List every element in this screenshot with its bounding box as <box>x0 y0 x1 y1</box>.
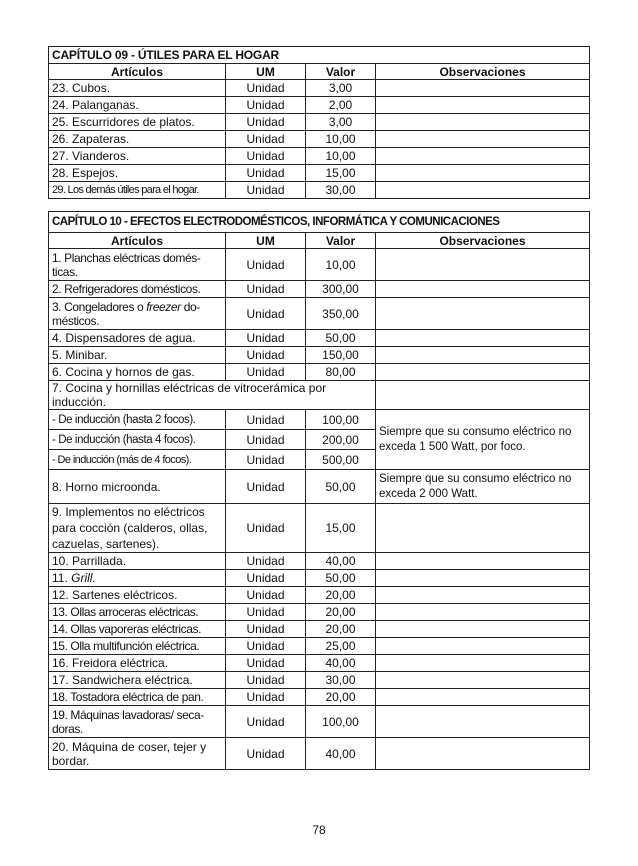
obs-cell <box>376 298 590 330</box>
value-cell: 100,00 <box>306 706 376 738</box>
value-cell: 30,00 <box>306 182 376 199</box>
value-cell: 350,00 <box>306 298 376 330</box>
um-cell: Unidad <box>226 182 306 199</box>
item-number: 11. <box>52 571 72 585</box>
table-row <box>49 655 590 672</box>
item-cell: 10. Parrillada. <box>49 553 226 570</box>
table-row <box>49 604 590 621</box>
value-cell: 20,00 <box>306 689 376 706</box>
um-cell: Unidad <box>226 347 306 364</box>
um-cell: Unidad <box>226 638 306 655</box>
obs-cell <box>376 504 590 553</box>
table-row <box>49 587 590 604</box>
chapter-09-title: CAPÍTULO 09 - ÚTILES PARA EL HOGAR <box>49 47 590 64</box>
um-cell: Unidad <box>226 80 306 97</box>
chapter-10-table <box>48 211 590 770</box>
item-cell: 25. Escurridores de platos. <box>49 114 226 131</box>
table-row <box>49 470 590 504</box>
item-cell: 26. Zapateras. <box>49 131 226 148</box>
value-cell: 40,00 <box>306 655 376 672</box>
obs-cell <box>376 604 590 621</box>
obs-cell <box>376 148 590 165</box>
table-row <box>49 689 590 706</box>
obs-cell <box>376 165 590 182</box>
obs-cell <box>376 638 590 655</box>
freezer-word: freezer <box>146 299 181 314</box>
header-observaciones: Observaciones <box>376 64 590 80</box>
item-cell: 4. Dispensadores de agua. <box>49 330 226 347</box>
chapter-10-title: CAPÍTULO 10 - EFECTOS ELECTRODOMÉSTICOS, INFORMÁTICA Y COMUNICACIONES <box>49 212 590 233</box>
item-cell: 23. Cubos. <box>49 80 226 97</box>
obs-cell <box>376 131 590 148</box>
um-cell: Unidad <box>226 450 306 470</box>
um-cell: Unidad <box>226 148 306 165</box>
um-cell: Unidad <box>226 655 306 672</box>
value-cell: 50,00 <box>306 470 376 504</box>
value-cell: 25,00 <box>306 638 376 655</box>
item-cell: 1. Planchas eléctricas domés-ticas. <box>49 249 226 281</box>
um-cell: Unidad <box>226 504 306 553</box>
table-row <box>49 364 590 381</box>
header-articulos: Artículos <box>49 64 226 80</box>
item-cell: 20. Máquina de coser, tejer y bordar. <box>49 738 226 770</box>
table-row <box>49 330 590 347</box>
chapter-09-table <box>48 46 590 199</box>
table-row <box>49 638 590 655</box>
obs-cell <box>376 347 590 364</box>
value-cell: 500,00 <box>306 450 376 470</box>
obs-cell <box>376 553 590 570</box>
um-cell: Unidad <box>226 281 306 298</box>
value-cell: 50,00 <box>306 570 376 587</box>
um-cell: Unidad <box>226 706 306 738</box>
header-valor: Valor <box>306 64 376 80</box>
value-cell: 30,00 <box>306 672 376 689</box>
item-cell <box>49 570 226 587</box>
item-cell: - De inducción (hasta 2 focos). <box>49 410 226 430</box>
obs-cell <box>376 738 590 770</box>
item-cell: 5. Minibar. <box>49 347 226 364</box>
table-row <box>49 672 590 689</box>
obs-cell <box>376 570 590 587</box>
value-cell: 50,00 <box>306 330 376 347</box>
obs-cell <box>376 672 590 689</box>
value-cell: 200,00 <box>306 430 376 450</box>
value-cell: 150,00 <box>306 347 376 364</box>
item-cell: 6. Cocina y hornos de gas. <box>49 364 226 381</box>
um-cell: Unidad <box>226 470 306 504</box>
table-row <box>49 148 590 165</box>
um-cell: Unidad <box>226 114 306 131</box>
um-cell: Unidad <box>226 364 306 381</box>
um-cell: Unidad <box>226 330 306 347</box>
item-cell: 29. Los demás útiles para el hogar. <box>49 182 226 199</box>
value-cell: 3,00 <box>306 114 376 131</box>
value-cell: 100,00 <box>306 410 376 430</box>
item-cell: - De inducción (hasta 4 focos). <box>49 430 226 450</box>
table-row <box>49 97 590 114</box>
header-articulos: Artículos <box>49 233 226 249</box>
um-cell: Unidad <box>226 689 306 706</box>
value-cell: 10,00 <box>306 249 376 281</box>
table-row <box>49 281 590 298</box>
item-cell: 8. Horno microonda. <box>49 470 226 504</box>
value-cell: 2,00 <box>306 97 376 114</box>
table-row <box>49 553 590 570</box>
value-cell: 40,00 <box>306 738 376 770</box>
grill-label: Grill. <box>71 571 96 585</box>
um-cell: Unidad <box>226 570 306 587</box>
um-cell: Unidad <box>226 298 306 330</box>
um-cell: Unidad <box>226 738 306 770</box>
obs-cell <box>376 114 590 131</box>
obs-cell <box>376 249 590 281</box>
table-row <box>49 298 590 330</box>
item-cell: 28. Espejos. <box>49 165 226 182</box>
item-cell: 3. Congeladores o freezer do-mésticos. <box>49 298 226 330</box>
value-cell: 10,00 <box>306 131 376 148</box>
induction-observation: Siempre que su consumo eléctrico no exceda 1 500 Watt, por foco. <box>376 410 590 470</box>
table-row <box>49 706 590 738</box>
table-row <box>49 249 590 281</box>
table-row <box>49 738 590 770</box>
obs-cell <box>376 621 590 638</box>
value-cell: 20,00 <box>306 604 376 621</box>
table-row <box>49 131 590 148</box>
table-row <box>49 621 590 638</box>
page-number: 78 <box>312 823 326 837</box>
microwave-observation: Siempre que su consumo eléctrico no exceda 2 000 Watt. <box>376 470 590 504</box>
um-cell: Unidad <box>226 131 306 148</box>
um-cell: Unidad <box>226 165 306 182</box>
table-row <box>49 381 590 410</box>
um-cell: Unidad <box>226 430 306 450</box>
obs-cell <box>376 587 590 604</box>
um-cell: Unidad <box>226 604 306 621</box>
table-row <box>49 165 590 182</box>
obs-cell <box>376 330 590 347</box>
value-cell: 15,00 <box>306 165 376 182</box>
item-cell: 19. Máquinas lavadoras/ seca-doras. <box>49 706 226 738</box>
um-cell: Unidad <box>226 410 306 430</box>
table-row <box>49 347 590 364</box>
um-cell: Unidad <box>226 249 306 281</box>
value-cell: 10,00 <box>306 148 376 165</box>
item-cell: 15. Olla multifunción eléctrica. <box>49 638 226 655</box>
obs-cell <box>376 381 590 410</box>
obs-cell <box>376 706 590 738</box>
value-cell: 20,00 <box>306 621 376 638</box>
header-um: UM <box>226 64 306 80</box>
obs-cell <box>376 689 590 706</box>
item-cell: 24. Palanganas. <box>49 97 226 114</box>
um-cell: Unidad <box>226 587 306 604</box>
table-row <box>49 504 590 553</box>
um-cell: Unidad <box>226 553 306 570</box>
item-cell: - De inducción (más de 4 focos). <box>49 450 226 470</box>
item-cell: 14. Ollas vaporeras eléctricas. <box>49 621 226 638</box>
value-cell: 80,00 <box>306 364 376 381</box>
header-valor: Valor <box>306 233 376 249</box>
value-cell: 20,00 <box>306 587 376 604</box>
item-cell: 18. Tostadora eléctrica de pan. <box>49 689 226 706</box>
um-cell: Unidad <box>226 621 306 638</box>
table-row <box>49 410 590 430</box>
table-row <box>49 80 590 97</box>
obs-cell <box>376 97 590 114</box>
header-observaciones: Observaciones <box>376 233 590 249</box>
value-cell: 3,00 <box>306 80 376 97</box>
item-cell: 2. Refrigeradores domésticos. <box>49 281 226 298</box>
um-cell: Unidad <box>226 97 306 114</box>
item-cell: 13. Ollas arroceras eléctricas. <box>49 604 226 621</box>
obs-cell <box>376 655 590 672</box>
obs-cell <box>376 182 590 199</box>
item-cell: 16. Freidora eléctrica. <box>49 655 226 672</box>
obs-cell <box>376 80 590 97</box>
item-cell: 27. Vianderos. <box>49 148 226 165</box>
table-row <box>49 570 590 587</box>
header-um: UM <box>226 233 306 249</box>
table-row <box>49 114 590 131</box>
item-cell: 12. Sartenes eléctricos. <box>49 587 226 604</box>
obs-cell <box>376 281 590 298</box>
table-row <box>49 182 590 199</box>
um-cell: Unidad <box>226 672 306 689</box>
item-cell: 9. Implementos no eléctricos para cocción (calderos, ollas, cazuelas, sartenes). <box>49 504 226 553</box>
item-cell: 7. Cocina y hornillas eléctricas de vitrocerámica por inducción. <box>49 381 376 410</box>
value-cell: 15,00 <box>306 504 376 553</box>
item-cell: 17. Sandwichera eléctrica. <box>49 672 226 689</box>
value-cell: 40,00 <box>306 553 376 570</box>
obs-cell <box>376 364 590 381</box>
value-cell: 300,00 <box>306 281 376 298</box>
